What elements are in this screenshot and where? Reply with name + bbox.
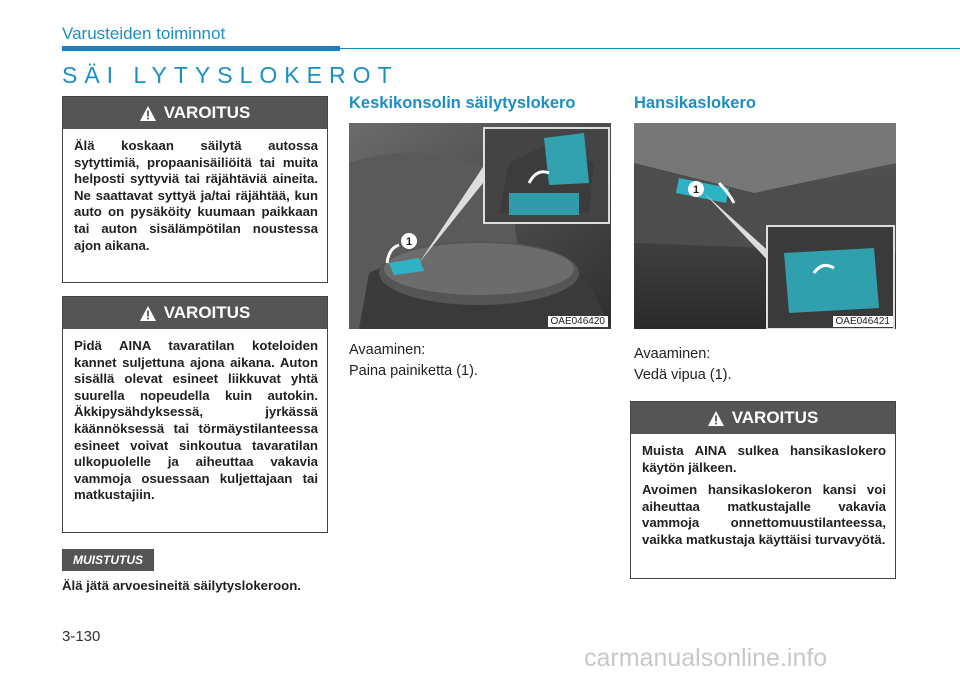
notice-tag: MUISTUTUS	[62, 549, 154, 571]
glovebox-photo	[634, 123, 896, 329]
warning-box-lids-closed	[62, 296, 328, 533]
glovebox-section-title: Hansikaslokero	[634, 94, 756, 112]
page-number: 3-130	[62, 628, 101, 645]
warning-box-glovebox	[630, 401, 896, 579]
warning-triangle-icon	[140, 306, 156, 321]
image-code: OAE046421	[833, 316, 894, 327]
section-title: SÄI LYTYSLOKEROT	[62, 62, 399, 88]
instruction-line: Vedä vipua (1).	[634, 367, 732, 383]
console-section-title: Keskikonsolin säilytyslokero	[349, 94, 576, 112]
instruction-line: Avaaminen:	[349, 342, 426, 358]
console-storage-photo	[349, 123, 611, 329]
instruction-line: Avaaminen:	[634, 346, 711, 362]
callout-number: 1	[692, 184, 700, 196]
warning-text: Avoimen hansikaslokeron kansi voi aiheuttaa matkustajalle vakavia vammoja onnettomuustilanteessa, vaikka matkustaja käyttäisi turvavyötä.	[642, 482, 886, 547]
header-accent-bar	[62, 46, 340, 51]
glovebox-instructions	[634, 344, 732, 386]
warning-text: Muista AINA sulkea hansikaslokero käytön jälkeen.	[642, 443, 886, 475]
warning-header	[63, 97, 327, 129]
warning-title: VAROITUS	[731, 408, 819, 427]
watermark: carmanualsonline.info	[584, 644, 828, 672]
warning-title: VAROITUS	[163, 103, 251, 122]
warning-triangle-icon	[140, 106, 156, 121]
image-code: OAE046420	[548, 316, 609, 327]
warning-box-flammables	[62, 96, 328, 283]
warning-header	[63, 297, 327, 329]
console-illustration	[349, 123, 611, 329]
header-divider	[340, 48, 960, 49]
callout-number: 1	[405, 236, 413, 248]
warning-triangle-icon	[708, 411, 724, 426]
warning-title: VAROITUS	[163, 303, 251, 322]
warning-header	[631, 402, 895, 434]
console-instructions	[349, 340, 478, 382]
warning-text: Pidä AINA tavaratilan koteloiden kannet suljettuna ajona aikana. Auton sisällä olevat esineet liikkuvat yhtä suurella nopeudella kuin autokin. Äkkipysähdyksessä, jyrkässä käännöksessä tai törmäystilanteessa esineet voivat sinkoutua tavaratilan ulkopuolelle ja aiheuttaa vakavia vammoja osuessaan kuljettajaan tai matkustajiin.	[74, 338, 318, 503]
warning-text: Älä koskaan säilytä autossa sytyttimiä, propaanisäiliöitä tai muita helposti syttyviä tai räjähtäviä aineita. Ne saattavat syttyä ja/tai räjähtää, kun auto on pysäköity kuumaan paikkaan tai auton sisälämpötilan noustessa ajon aikana.	[74, 138, 318, 253]
notice-text: Älä jätä arvoesineitä säilytyslokeroon.	[62, 578, 301, 593]
glovebox-illustration	[634, 123, 896, 329]
chapter-title: Varusteiden toiminnot	[62, 24, 226, 43]
instruction-line: Paina painiketta (1).	[349, 363, 478, 379]
